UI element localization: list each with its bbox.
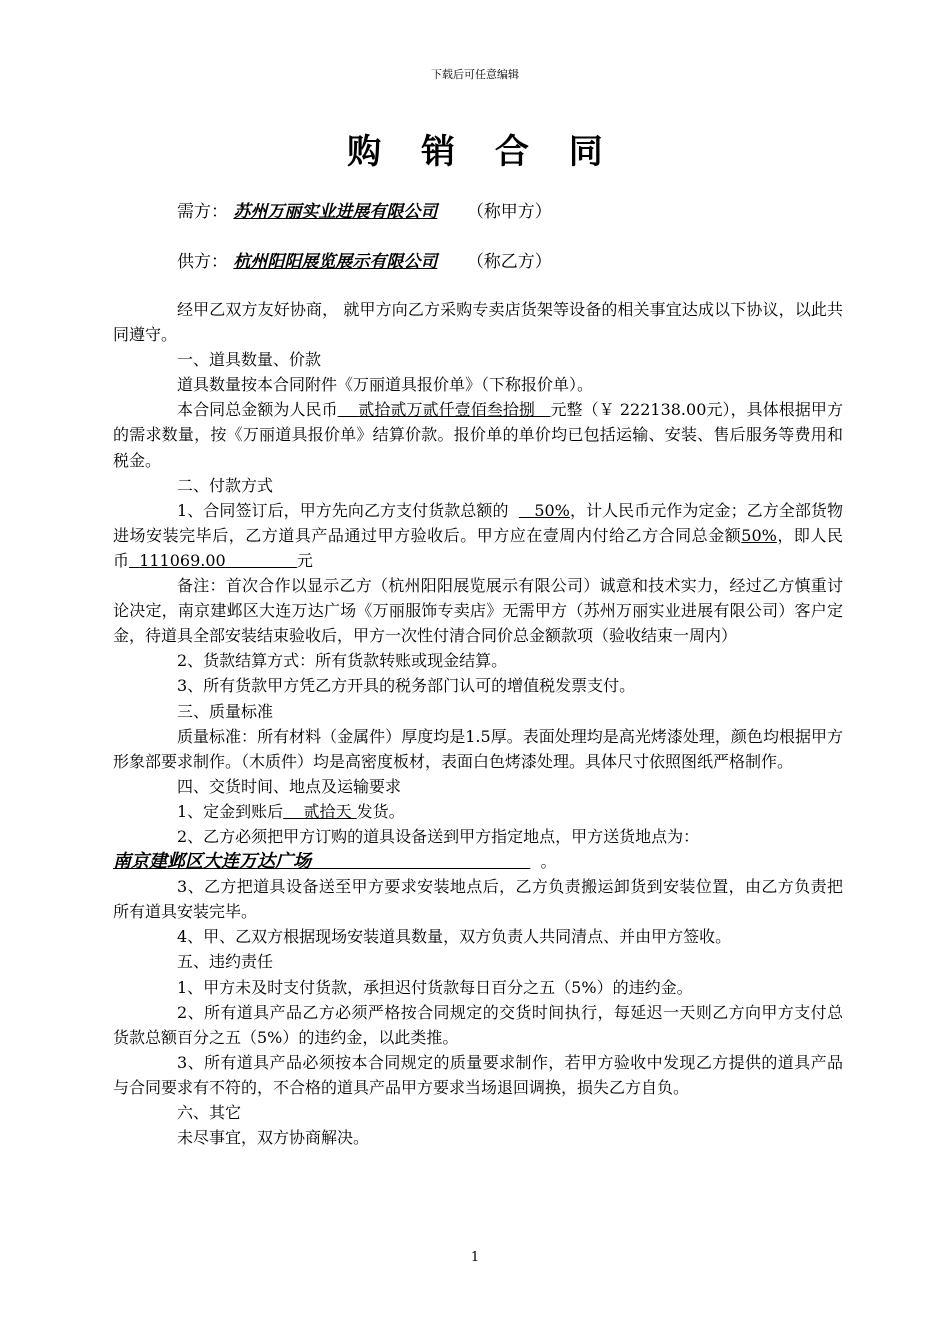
contract-body [113,297,843,1150]
balance-amount: 111069.00 [139,550,226,570]
section-5-para-3: 3、所有道具产品必须按本合同规定的质量要求制作，若甲方验收中发现乙方提供的道具产品与合同要求有不符的，不合格的道具产品甲方要求当场退回调换，损失乙方自负。 [113,1052,843,1097]
seller-name: 杭州阳阳展览展示有限公司 [233,252,438,272]
section-2-heading: 二、付款方式 [177,475,274,495]
section-3-heading: 三、质量标准 [177,701,274,721]
section-2-remark: 备注：首次合作以显示乙方（杭州阳阳展览展示有限公司）诚意和技术实力，经过乙方慎重讨论决定，南京建邺区大连万达广场《万丽服饰专卖店》无需甲方（苏州万丽实业进展有限公司）客户定金，待道具全部安装结束验收后，甲方一次性付清合同价总金额款项（验收结束一周内） [113,576,843,646]
section-5-para-2: 2、所有道具产品乙方必须严格按合同规定的交货时间执行，每延迟一天则乙方向甲方支付总货款总额百分之五（5%）的违约金，以此类推。 [113,1002,843,1047]
section-4-para-4: 4、甲、乙双方根据现场安装道具数量，双方负责人共同清点、并由甲方签收。 [177,927,732,947]
section-1-para-2 [113,397,843,472]
section-4-heading: 四、交货时间、地点及运输要求 [177,776,402,796]
header-note: 下载后可任意编辑 [431,68,519,81]
total-amount-rest: 元整（￥ 222138.00元），具体根据甲方的需求数量，按《万丽道具报价单》结算价款。报价单的单价均已包括运输、安装、售后服务等费用和税金。 [113,400,843,470]
buyer-line [177,200,552,224]
delivery-address: 南京建邺区大连万达广场 [113,851,311,873]
section-5-para-1: 1、甲方未及时支付货款，承担迟付货款每日百分之五（5%）的违约金。 [177,977,693,997]
section-1-heading: 一、道具数量、价款 [177,350,322,370]
total-amount-words: 贰拾贰万贰仟壹佰叁拾捌 [358,400,535,420]
section-4-para-3: 3、乙方把道具设备送至甲方要求安装地点后，乙方负责搬运卸货到安装位置，由乙方负责把所有道具安装完毕。 [113,877,843,922]
seller-label: 供方： [177,252,228,272]
section-6-heading: 六、其它 [177,1103,242,1122]
seller-note: （称乙方） [466,252,552,272]
total-amount-intro: 本合同总金额为人民币 [177,400,338,420]
delivery-days: 贰拾天 [303,801,352,821]
section-6-para-1: 未尽事宜，双方协商解决。 [177,1128,370,1148]
section-4-para-1: 1、定金到账后 贰拾天 发货。 [177,801,405,821]
buyer-note: （称甲方） [466,202,552,222]
section-3-para-1: 质量标准：所有材料（金属件）厚度均是1.5厚。表面处理均是高光烤漆处理，颜色均根据甲方形象部要求制作。（木质件）均是高密度板材，表面白色烤漆处理。具体尺寸依照图纸严格制作。 [113,726,843,771]
section-4-para-2: 2、乙方必须把甲方订购的道具设备送到甲方指定地点，甲方送货地点为： [177,826,700,846]
balance-percent: 50% [741,525,777,545]
buyer-label: 需方： [177,202,228,222]
section-2-para-2: 2、货款结算方式：所有货款转账或现金结算。 [177,651,508,671]
deposit-percent: 50% [534,500,570,520]
delivery-address-line: 南京建邺区大连万达广场 。 [113,851,557,873]
seller-line [177,250,552,274]
buyer-name: 苏州万丽实业进展有限公司 [233,202,438,222]
section-1-para-1: 道具数量按本合同附件《万丽道具报价单》（下称报价单）。 [177,375,594,395]
intro-paragraph: 经甲乙双方友好协商， 就甲方向乙方采购专卖店货架等设备的相关事宜达成以下协议，以此共同遵守。 [113,300,843,345]
document-title: 购 销 合 同 [347,132,617,172]
section-5-heading: 五、违约责任 [177,952,274,972]
page-number: 1 [470,1250,480,1265]
section-2-para-1: 1、合同签订后，甲方先向乙方支付货款总额的 50%，计人民币元作为定金；乙方全部货物进场安装完毕后，乙方道具产品通过甲方验收后。甲方应在壹周内付给乙方合同总金额50%，即人民币 111069.00 元 [113,500,843,570]
section-2-para-3: 3、所有货款甲方凭乙方开具的税务部门认可的增值税发票支付。 [177,676,636,696]
